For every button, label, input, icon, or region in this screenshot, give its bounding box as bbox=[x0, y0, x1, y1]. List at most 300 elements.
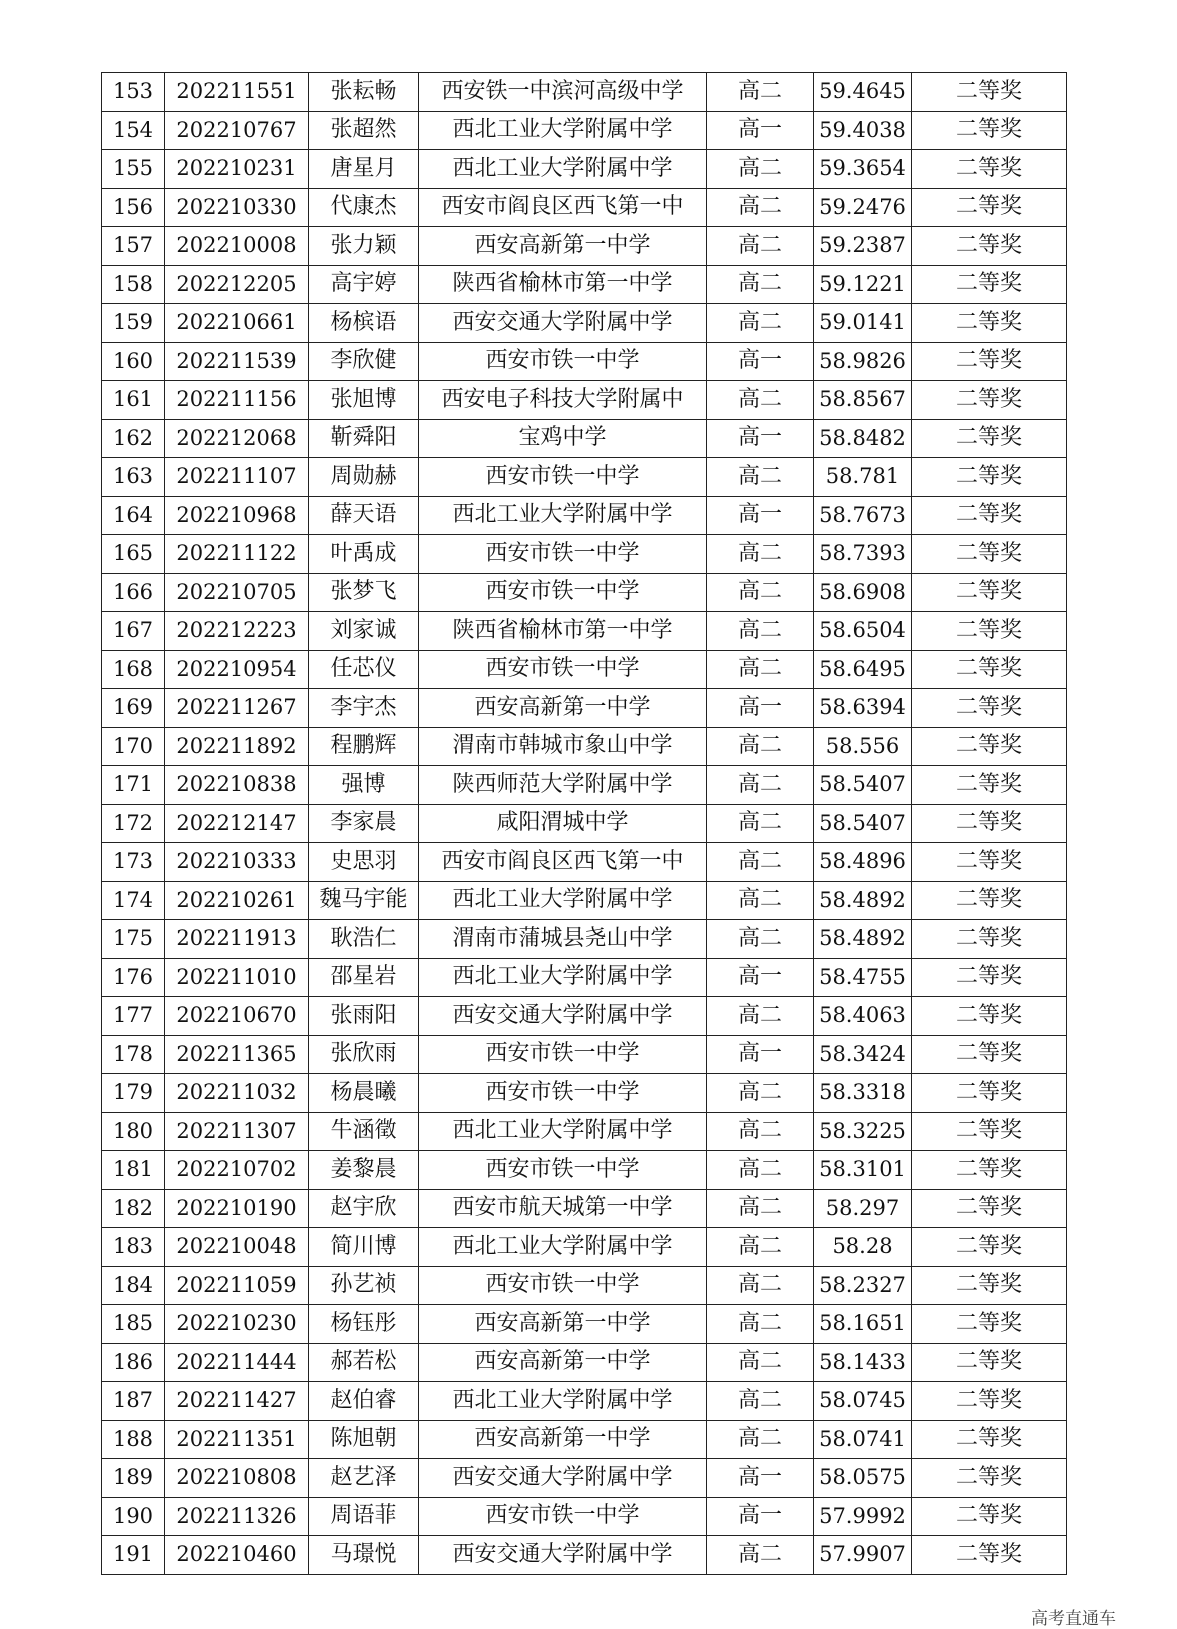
grade-cell: 高二 bbox=[707, 73, 814, 112]
award-cell: 二等奖 bbox=[912, 689, 1067, 728]
table-row bbox=[102, 265, 1067, 304]
score-cell: 59.4645 bbox=[814, 73, 912, 112]
table-row bbox=[102, 535, 1067, 574]
student-id-cell: 202211444 bbox=[165, 1343, 309, 1382]
score-cell: 58.4063 bbox=[814, 997, 912, 1036]
student-id-cell: 202211107 bbox=[165, 458, 309, 497]
grade-cell: 高二 bbox=[707, 843, 814, 882]
grade-cell: 高二 bbox=[707, 997, 814, 1036]
award-cell: 二等奖 bbox=[912, 342, 1067, 381]
student-id-cell: 202211365 bbox=[165, 1035, 309, 1074]
grade-cell: 高二 bbox=[707, 1228, 814, 1267]
award-cell: 二等奖 bbox=[912, 304, 1067, 343]
school-cell: 西安高新第一中学 bbox=[419, 1343, 707, 1382]
student-id-cell: 202210670 bbox=[165, 997, 309, 1036]
award-cell: 二等奖 bbox=[912, 766, 1067, 805]
rank-cell: 189 bbox=[102, 1459, 165, 1498]
student-id-cell: 202211156 bbox=[165, 381, 309, 420]
school-cell: 西安市铁一中学 bbox=[419, 342, 707, 381]
score-cell: 57.9992 bbox=[814, 1497, 912, 1536]
student-id-cell: 202210767 bbox=[165, 111, 309, 150]
score-cell: 58.781 bbox=[814, 458, 912, 497]
name-cell: 周语菲 bbox=[309, 1497, 419, 1536]
school-cell: 西安市铁一中学 bbox=[419, 535, 707, 574]
school-cell: 西安高新第一中学 bbox=[419, 1420, 707, 1459]
score-cell: 58.6908 bbox=[814, 573, 912, 612]
student-id-cell: 202212205 bbox=[165, 265, 309, 304]
student-id-cell: 202210231 bbox=[165, 150, 309, 189]
rank-cell: 191 bbox=[102, 1536, 165, 1575]
student-id-cell: 202212068 bbox=[165, 419, 309, 458]
school-cell: 西北工业大学附属中学 bbox=[419, 111, 707, 150]
score-cell: 58.4755 bbox=[814, 958, 912, 997]
rank-cell: 159 bbox=[102, 304, 165, 343]
school-cell: 渭南市蒲城县尧山中学 bbox=[419, 920, 707, 959]
award-cell: 二等奖 bbox=[912, 881, 1067, 920]
rank-cell: 172 bbox=[102, 804, 165, 843]
rank-cell: 190 bbox=[102, 1497, 165, 1536]
rank-cell: 183 bbox=[102, 1228, 165, 1267]
rank-cell: 173 bbox=[102, 843, 165, 882]
rank-cell: 177 bbox=[102, 997, 165, 1036]
rank-cell: 171 bbox=[102, 766, 165, 805]
results-table bbox=[101, 72, 1067, 1575]
school-cell: 西安高新第一中学 bbox=[419, 227, 707, 266]
table-row bbox=[102, 1112, 1067, 1151]
name-cell: 姜黎晨 bbox=[309, 1151, 419, 1190]
score-cell: 58.7673 bbox=[814, 496, 912, 535]
school-cell: 西安市铁一中学 bbox=[419, 650, 707, 689]
rank-cell: 187 bbox=[102, 1382, 165, 1421]
name-cell: 陈旭朝 bbox=[309, 1420, 419, 1459]
table-row bbox=[102, 458, 1067, 497]
score-cell: 59.4038 bbox=[814, 111, 912, 150]
name-cell: 牛涵徵 bbox=[309, 1112, 419, 1151]
school-cell: 西安电子科技大学附属中 bbox=[419, 381, 707, 420]
school-cell: 西安交通大学附属中学 bbox=[419, 1459, 707, 1498]
rank-cell: 160 bbox=[102, 342, 165, 381]
rank-cell: 176 bbox=[102, 958, 165, 997]
grade-cell: 高二 bbox=[707, 1382, 814, 1421]
grade-cell: 高二 bbox=[707, 227, 814, 266]
school-cell: 西北工业大学附属中学 bbox=[419, 1382, 707, 1421]
award-cell: 二等奖 bbox=[912, 1228, 1067, 1267]
score-cell: 58.0745 bbox=[814, 1382, 912, 1421]
name-cell: 强博 bbox=[309, 766, 419, 805]
rank-cell: 178 bbox=[102, 1035, 165, 1074]
grade-cell: 高二 bbox=[707, 804, 814, 843]
grade-cell: 高一 bbox=[707, 1459, 814, 1498]
name-cell: 杨钰彤 bbox=[309, 1305, 419, 1344]
name-cell: 代康杰 bbox=[309, 188, 419, 227]
school-cell: 西安市铁一中学 bbox=[419, 1266, 707, 1305]
student-id-cell: 202211122 bbox=[165, 535, 309, 574]
table-row bbox=[102, 419, 1067, 458]
grade-cell: 高二 bbox=[707, 727, 814, 766]
rank-cell: 164 bbox=[102, 496, 165, 535]
school-cell: 西安市铁一中学 bbox=[419, 1074, 707, 1113]
award-cell: 二等奖 bbox=[912, 843, 1067, 882]
name-cell: 郝若松 bbox=[309, 1343, 419, 1382]
score-cell: 58.3424 bbox=[814, 1035, 912, 1074]
grade-cell: 高二 bbox=[707, 1112, 814, 1151]
award-cell: 二等奖 bbox=[912, 1305, 1067, 1344]
student-id-cell: 202212223 bbox=[165, 612, 309, 651]
rank-cell: 161 bbox=[102, 381, 165, 420]
student-id-cell: 202210968 bbox=[165, 496, 309, 535]
grade-cell: 高二 bbox=[707, 766, 814, 805]
table-row bbox=[102, 342, 1067, 381]
score-cell: 58.0575 bbox=[814, 1459, 912, 1498]
rank-cell: 182 bbox=[102, 1189, 165, 1228]
school-cell: 西北工业大学附属中学 bbox=[419, 150, 707, 189]
rank-cell: 181 bbox=[102, 1151, 165, 1190]
grade-cell: 高二 bbox=[707, 920, 814, 959]
rank-cell: 170 bbox=[102, 727, 165, 766]
rank-cell: 180 bbox=[102, 1112, 165, 1151]
table-row bbox=[102, 766, 1067, 805]
rank-cell: 156 bbox=[102, 188, 165, 227]
school-cell: 西北工业大学附属中学 bbox=[419, 496, 707, 535]
school-cell: 咸阳渭城中学 bbox=[419, 804, 707, 843]
name-cell: 刘家诚 bbox=[309, 612, 419, 651]
name-cell: 简川博 bbox=[309, 1228, 419, 1267]
school-cell: 宝鸡中学 bbox=[419, 419, 707, 458]
student-id-cell: 202211307 bbox=[165, 1112, 309, 1151]
award-cell: 二等奖 bbox=[912, 1189, 1067, 1228]
rank-cell: 154 bbox=[102, 111, 165, 150]
award-cell: 二等奖 bbox=[912, 1497, 1067, 1536]
student-id-cell: 202210661 bbox=[165, 304, 309, 343]
award-cell: 二等奖 bbox=[912, 650, 1067, 689]
table-row bbox=[102, 920, 1067, 959]
award-cell: 二等奖 bbox=[912, 1420, 1067, 1459]
name-cell: 赵艺泽 bbox=[309, 1459, 419, 1498]
grade-cell: 高二 bbox=[707, 1420, 814, 1459]
table-row bbox=[102, 150, 1067, 189]
grade-cell: 高一 bbox=[707, 689, 814, 728]
school-cell: 西北工业大学附属中学 bbox=[419, 1112, 707, 1151]
table-row bbox=[102, 997, 1067, 1036]
student-id-cell: 202212147 bbox=[165, 804, 309, 843]
score-cell: 58.1651 bbox=[814, 1305, 912, 1344]
award-cell: 二等奖 bbox=[912, 73, 1067, 112]
award-cell: 二等奖 bbox=[912, 188, 1067, 227]
table-row bbox=[102, 689, 1067, 728]
name-cell: 叶禹成 bbox=[309, 535, 419, 574]
school-cell: 陕西省榆林市第一中学 bbox=[419, 265, 707, 304]
name-cell: 张梦飞 bbox=[309, 573, 419, 612]
table-row bbox=[102, 573, 1067, 612]
school-cell: 西北工业大学附属中学 bbox=[419, 1228, 707, 1267]
name-cell: 任芯仪 bbox=[309, 650, 419, 689]
school-cell: 陕西师范大学附属中学 bbox=[419, 766, 707, 805]
score-cell: 59.1221 bbox=[814, 265, 912, 304]
student-id-cell: 202210008 bbox=[165, 227, 309, 266]
table-row bbox=[102, 1074, 1067, 1113]
student-id-cell: 202211913 bbox=[165, 920, 309, 959]
score-cell: 58.2327 bbox=[814, 1266, 912, 1305]
award-cell: 二等奖 bbox=[912, 804, 1067, 843]
name-cell: 程鹏辉 bbox=[309, 727, 419, 766]
student-id-cell: 202210702 bbox=[165, 1151, 309, 1190]
student-id-cell: 202211326 bbox=[165, 1497, 309, 1536]
score-cell: 58.7393 bbox=[814, 535, 912, 574]
rank-cell: 188 bbox=[102, 1420, 165, 1459]
student-id-cell: 202211551 bbox=[165, 73, 309, 112]
rank-cell: 174 bbox=[102, 881, 165, 920]
award-cell: 二等奖 bbox=[912, 111, 1067, 150]
award-cell: 二等奖 bbox=[912, 958, 1067, 997]
name-cell: 史思羽 bbox=[309, 843, 419, 882]
name-cell: 邵星岩 bbox=[309, 958, 419, 997]
table-row bbox=[102, 804, 1067, 843]
score-cell: 58.9826 bbox=[814, 342, 912, 381]
name-cell: 杨晨曦 bbox=[309, 1074, 419, 1113]
name-cell: 薛天语 bbox=[309, 496, 419, 535]
award-cell: 二等奖 bbox=[912, 496, 1067, 535]
score-cell: 58.0741 bbox=[814, 1420, 912, 1459]
school-cell: 西安市阎良区西飞第一中 bbox=[419, 188, 707, 227]
name-cell: 张力颖 bbox=[309, 227, 419, 266]
score-cell: 58.4892 bbox=[814, 920, 912, 959]
name-cell: 李欣健 bbox=[309, 342, 419, 381]
table-row bbox=[102, 1420, 1067, 1459]
award-cell: 二等奖 bbox=[912, 997, 1067, 1036]
school-cell: 西安市铁一中学 bbox=[419, 1151, 707, 1190]
grade-cell: 高一 bbox=[707, 1497, 814, 1536]
student-id-cell: 202211032 bbox=[165, 1074, 309, 1113]
grade-cell: 高二 bbox=[707, 573, 814, 612]
rank-cell: 175 bbox=[102, 920, 165, 959]
student-id-cell: 202210261 bbox=[165, 881, 309, 920]
table-row bbox=[102, 612, 1067, 651]
name-cell: 魏马宇能 bbox=[309, 881, 419, 920]
rank-cell: 153 bbox=[102, 73, 165, 112]
table-row bbox=[102, 1035, 1067, 1074]
grade-cell: 高二 bbox=[707, 188, 814, 227]
student-id-cell: 202211427 bbox=[165, 1382, 309, 1421]
score-cell: 58.3318 bbox=[814, 1074, 912, 1113]
school-cell: 渭南市韩城市象山中学 bbox=[419, 727, 707, 766]
grade-cell: 高二 bbox=[707, 1151, 814, 1190]
school-cell: 西北工业大学附属中学 bbox=[419, 881, 707, 920]
name-cell: 赵伯睿 bbox=[309, 1382, 419, 1421]
school-cell: 西安市铁一中学 bbox=[419, 1497, 707, 1536]
award-cell: 二等奖 bbox=[912, 1151, 1067, 1190]
score-cell: 58.3101 bbox=[814, 1151, 912, 1190]
table-row bbox=[102, 304, 1067, 343]
table-row bbox=[102, 1536, 1067, 1575]
table-row bbox=[102, 188, 1067, 227]
name-cell: 赵宇欣 bbox=[309, 1189, 419, 1228]
score-cell: 59.0141 bbox=[814, 304, 912, 343]
score-cell: 58.4896 bbox=[814, 843, 912, 882]
student-id-cell: 202210954 bbox=[165, 650, 309, 689]
award-cell: 二等奖 bbox=[912, 535, 1067, 574]
award-cell: 二等奖 bbox=[912, 1112, 1067, 1151]
score-cell: 58.6504 bbox=[814, 612, 912, 651]
rank-cell: 162 bbox=[102, 419, 165, 458]
rank-cell: 158 bbox=[102, 265, 165, 304]
name-cell: 张耘畅 bbox=[309, 73, 419, 112]
watermark-text: 高考直通车 bbox=[1031, 1609, 1116, 1629]
student-id-cell: 202210838 bbox=[165, 766, 309, 805]
score-cell: 58.556 bbox=[814, 727, 912, 766]
school-cell: 西安市航天城第一中学 bbox=[419, 1189, 707, 1228]
rank-cell: 179 bbox=[102, 1074, 165, 1113]
table-row bbox=[102, 958, 1067, 997]
table-row bbox=[102, 227, 1067, 266]
table-row bbox=[102, 843, 1067, 882]
table-row bbox=[102, 1228, 1067, 1267]
award-cell: 二等奖 bbox=[912, 1459, 1067, 1498]
grade-cell: 高二 bbox=[707, 1074, 814, 1113]
grade-cell: 高一 bbox=[707, 419, 814, 458]
table-row bbox=[102, 1343, 1067, 1382]
results-body bbox=[102, 73, 1067, 1575]
rank-cell: 163 bbox=[102, 458, 165, 497]
name-cell: 张超然 bbox=[309, 111, 419, 150]
grade-cell: 高二 bbox=[707, 1305, 814, 1344]
table-row bbox=[102, 1189, 1067, 1228]
table-row bbox=[102, 881, 1067, 920]
grade-cell: 高二 bbox=[707, 1536, 814, 1575]
student-id-cell: 202211892 bbox=[165, 727, 309, 766]
award-cell: 二等奖 bbox=[912, 573, 1067, 612]
score-cell: 59.2387 bbox=[814, 227, 912, 266]
student-id-cell: 202211539 bbox=[165, 342, 309, 381]
name-cell: 唐星月 bbox=[309, 150, 419, 189]
grade-cell: 高二 bbox=[707, 1189, 814, 1228]
score-cell: 58.8567 bbox=[814, 381, 912, 420]
score-cell: 58.8482 bbox=[814, 419, 912, 458]
award-cell: 二等奖 bbox=[912, 150, 1067, 189]
grade-cell: 高二 bbox=[707, 150, 814, 189]
grade-cell: 高二 bbox=[707, 650, 814, 689]
grade-cell: 高一 bbox=[707, 496, 814, 535]
table-row bbox=[102, 1459, 1067, 1498]
rank-cell: 185 bbox=[102, 1305, 165, 1344]
award-cell: 二等奖 bbox=[912, 727, 1067, 766]
student-id-cell: 202211267 bbox=[165, 689, 309, 728]
name-cell: 周勋赫 bbox=[309, 458, 419, 497]
score-cell: 59.2476 bbox=[814, 188, 912, 227]
award-cell: 二等奖 bbox=[912, 612, 1067, 651]
grade-cell: 高二 bbox=[707, 612, 814, 651]
school-cell: 西安交通大学附属中学 bbox=[419, 1536, 707, 1575]
score-cell: 58.5407 bbox=[814, 766, 912, 805]
award-cell: 二等奖 bbox=[912, 419, 1067, 458]
rank-cell: 166 bbox=[102, 573, 165, 612]
grade-cell: 高二 bbox=[707, 1343, 814, 1382]
school-cell: 西北工业大学附属中学 bbox=[419, 958, 707, 997]
award-cell: 二等奖 bbox=[912, 1074, 1067, 1113]
award-cell: 二等奖 bbox=[912, 1382, 1067, 1421]
score-cell: 58.1433 bbox=[814, 1343, 912, 1382]
name-cell: 李宇杰 bbox=[309, 689, 419, 728]
table-row bbox=[102, 1151, 1067, 1190]
table-row bbox=[102, 727, 1067, 766]
name-cell: 孙艺祯 bbox=[309, 1266, 419, 1305]
name-cell: 杨槟语 bbox=[309, 304, 419, 343]
score-cell: 57.9907 bbox=[814, 1536, 912, 1575]
grade-cell: 高一 bbox=[707, 958, 814, 997]
school-cell: 西安交通大学附属中学 bbox=[419, 997, 707, 1036]
name-cell: 李家晨 bbox=[309, 804, 419, 843]
grade-cell: 高一 bbox=[707, 111, 814, 150]
rank-cell: 169 bbox=[102, 689, 165, 728]
school-cell: 西安市阎良区西飞第一中 bbox=[419, 843, 707, 882]
student-id-cell: 202210808 bbox=[165, 1459, 309, 1498]
student-id-cell: 202210330 bbox=[165, 188, 309, 227]
table-row bbox=[102, 381, 1067, 420]
name-cell: 靳舜阳 bbox=[309, 419, 419, 458]
score-cell: 58.3225 bbox=[814, 1112, 912, 1151]
grade-cell: 高二 bbox=[707, 881, 814, 920]
grade-cell: 高二 bbox=[707, 1266, 814, 1305]
table-row bbox=[102, 1266, 1067, 1305]
school-cell: 陕西省榆林市第一中学 bbox=[419, 612, 707, 651]
table-row bbox=[102, 496, 1067, 535]
award-cell: 二等奖 bbox=[912, 1343, 1067, 1382]
award-cell: 二等奖 bbox=[912, 227, 1067, 266]
award-cell: 二等奖 bbox=[912, 1266, 1067, 1305]
school-cell: 西安铁一中滨河高级中学 bbox=[419, 73, 707, 112]
award-cell: 二等奖 bbox=[912, 458, 1067, 497]
student-id-cell: 202211010 bbox=[165, 958, 309, 997]
student-id-cell: 202210705 bbox=[165, 573, 309, 612]
award-cell: 二等奖 bbox=[912, 1035, 1067, 1074]
student-id-cell: 202210048 bbox=[165, 1228, 309, 1267]
rank-cell: 168 bbox=[102, 650, 165, 689]
student-id-cell: 202210460 bbox=[165, 1536, 309, 1575]
rank-cell: 157 bbox=[102, 227, 165, 266]
grade-cell: 高二 bbox=[707, 535, 814, 574]
name-cell: 张旭博 bbox=[309, 381, 419, 420]
score-cell: 59.3654 bbox=[814, 150, 912, 189]
table-row bbox=[102, 650, 1067, 689]
student-id-cell: 202210230 bbox=[165, 1305, 309, 1344]
student-id-cell: 202211351 bbox=[165, 1420, 309, 1459]
rank-cell: 155 bbox=[102, 150, 165, 189]
rank-cell: 165 bbox=[102, 535, 165, 574]
name-cell: 高宇婷 bbox=[309, 265, 419, 304]
table-row bbox=[102, 1305, 1067, 1344]
score-cell: 58.5407 bbox=[814, 804, 912, 843]
rank-cell: 167 bbox=[102, 612, 165, 651]
table-row bbox=[102, 1497, 1067, 1536]
name-cell: 张雨阳 bbox=[309, 997, 419, 1036]
grade-cell: 高一 bbox=[707, 1035, 814, 1074]
school-cell: 西安市铁一中学 bbox=[419, 1035, 707, 1074]
grade-cell: 高二 bbox=[707, 381, 814, 420]
rank-cell: 186 bbox=[102, 1343, 165, 1382]
name-cell: 耿浩仁 bbox=[309, 920, 419, 959]
award-cell: 二等奖 bbox=[912, 920, 1067, 959]
award-cell: 二等奖 bbox=[912, 265, 1067, 304]
score-cell: 58.6394 bbox=[814, 689, 912, 728]
name-cell: 马璟悦 bbox=[309, 1536, 419, 1575]
name-cell: 张欣雨 bbox=[309, 1035, 419, 1074]
student-id-cell: 202211059 bbox=[165, 1266, 309, 1305]
award-cell: 二等奖 bbox=[912, 1536, 1067, 1575]
student-id-cell: 202210190 bbox=[165, 1189, 309, 1228]
table-row bbox=[102, 111, 1067, 150]
score-cell: 58.6495 bbox=[814, 650, 912, 689]
school-cell: 西安市铁一中学 bbox=[419, 458, 707, 497]
score-cell: 58.297 bbox=[814, 1189, 912, 1228]
